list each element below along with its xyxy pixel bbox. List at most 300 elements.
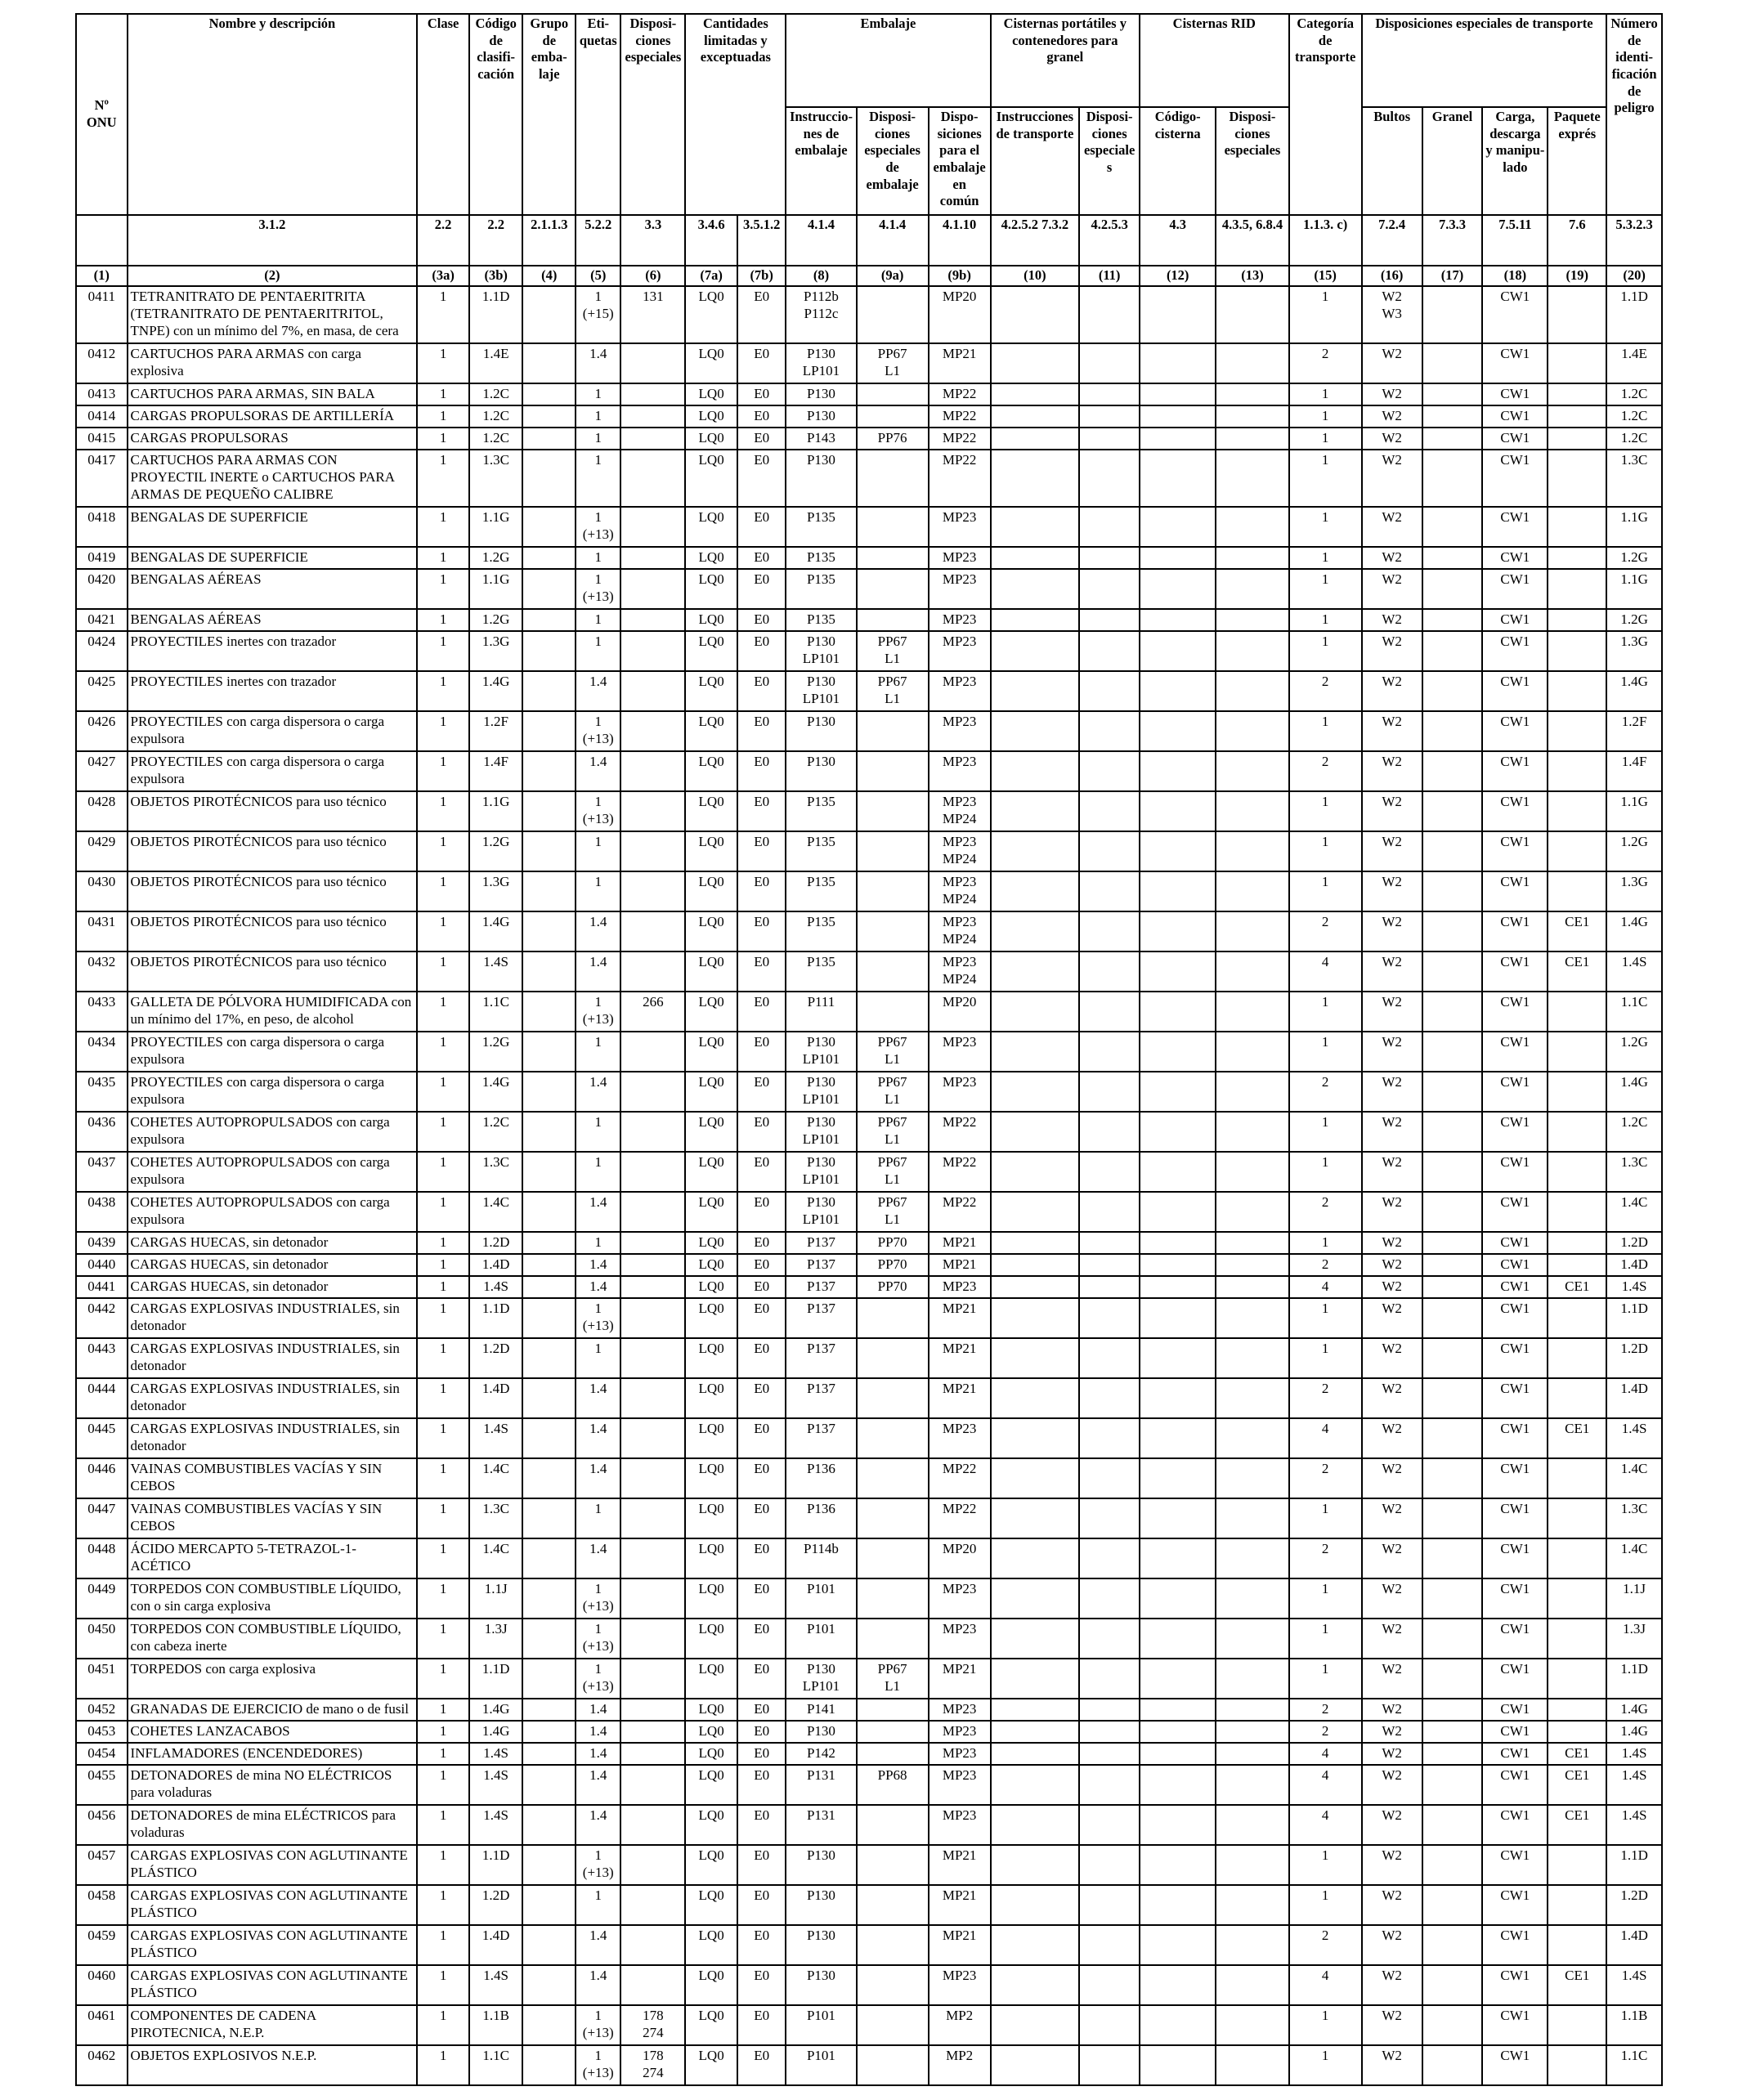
cell-disp-esp-rid: [1216, 871, 1288, 911]
cell-numero-peligro: 1.1C: [1606, 2045, 1662, 2085]
cell-name: BENGALAS DE SUPERFICIE: [128, 547, 418, 569]
cell-etiquetas: 1.4: [576, 1805, 620, 1845]
cell-codigo: 1.4D: [469, 1925, 523, 1965]
cell-instr-transporte: [991, 631, 1080, 671]
cell-disp-especiales: [620, 671, 685, 711]
cell-instr-embalaje: P142: [786, 1743, 856, 1765]
cell-carga: CW1: [1482, 1925, 1548, 1965]
cell-paquete: [1548, 1699, 1606, 1721]
cell-lq: LQ0: [685, 1032, 737, 1072]
cell-categoria: 2: [1289, 1192, 1362, 1232]
cell-onu: 0429: [76, 831, 128, 871]
cell-codigo-cisterna: [1140, 1418, 1216, 1458]
cell-lq: LQ0: [685, 751, 737, 791]
cell-name: BENGALAS AÉREAS: [128, 609, 418, 631]
cell-numero-peligro: 1.2G: [1606, 609, 1662, 631]
cell-codigo-cisterna: [1140, 751, 1216, 791]
cell-grupo: [522, 1418, 576, 1458]
cell-bultos: W2: [1362, 951, 1422, 992]
cell-disp-esp-portatiles: [1079, 1743, 1140, 1765]
cell-line: PP67: [877, 1073, 907, 1090]
cell-instr-transporte: [991, 1721, 1080, 1743]
cell-etiquetas: 1 (+15): [576, 286, 620, 343]
cell-disp-especiales: [620, 428, 685, 450]
cell-codigo-cisterna: [1140, 911, 1216, 951]
column-number-cell: (13): [1216, 266, 1288, 286]
cell-instr-transporte: [991, 1152, 1080, 1192]
cell-granel: [1422, 831, 1483, 871]
cell-lq: LQ0: [685, 1578, 737, 1619]
cell-eq: E0: [737, 951, 786, 992]
cell-codigo-cisterna: [1140, 428, 1216, 450]
cell-name: ÁCIDO MERCAPTO 5-TETRAZOL-1-ACÉTICO: [128, 1538, 418, 1578]
cell-onu: 0439: [76, 1232, 128, 1254]
cell-embalaje-comun: MP23: [929, 631, 991, 671]
cell-numero-peligro: 1.4S: [1606, 1765, 1662, 1805]
cell-bultos: W2: [1362, 1743, 1422, 1765]
cell-instr-transporte: [991, 1538, 1080, 1578]
header-codigo: Código de clasifi-cación: [469, 14, 523, 215]
cell-instr-embalaje: P136: [786, 1498, 856, 1538]
cell-etiquetas: 1.4: [576, 1276, 620, 1298]
cell-name: CARGAS EXPLOSIVAS CON AGLUTINANTE PLÁSTICO: [128, 1845, 418, 1885]
cell-onu: 0451: [76, 1659, 128, 1699]
cell-grupo: [522, 609, 576, 631]
cell-embalaje-comun: MP23: [929, 1578, 991, 1619]
cell-disp-esp-portatiles: [1079, 1925, 1140, 1965]
cell-instr-embalaje: P111: [786, 992, 856, 1032]
cell-disp-esp-rid: [1216, 547, 1288, 569]
cell-grupo: [522, 1845, 576, 1885]
cell-line: PP67: [877, 1193, 907, 1210]
cell-clase: 1: [417, 1276, 469, 1298]
cell-codigo: 1.4S: [469, 951, 523, 992]
cell-codigo: 1.4S: [469, 1418, 523, 1458]
cell-grupo: [522, 450, 576, 507]
cell-name: CARGAS PROPULSORAS DE ARTILLERÍA: [128, 405, 418, 428]
cell-codigo: 1.4C: [469, 1538, 523, 1578]
cell-etiquetas: 1 (+13): [576, 1845, 620, 1885]
cell-bultos: W2: [1362, 1659, 1422, 1699]
cell-paquete: [1548, 1192, 1606, 1232]
cell-paquete: [1548, 343, 1606, 383]
cell-lq: LQ0: [685, 2045, 737, 2085]
cell-embalaje-comun: MP22: [929, 1192, 991, 1232]
cell-bultos: W2: [1362, 711, 1422, 751]
cell-bultos: W2: [1362, 992, 1422, 1032]
cell-disp-especiales: [620, 711, 685, 751]
reference-cell: 4.1.4: [857, 215, 929, 266]
table-row: [76, 1458, 1662, 1498]
cell-line: L1: [885, 690, 901, 706]
cell-onu: 0417: [76, 450, 128, 507]
cell-clase: 1: [417, 1112, 469, 1152]
reference-cell: 1.1.3. c): [1289, 215, 1362, 266]
cell-onu: 0455: [76, 1765, 128, 1805]
cell-paquete: [1548, 871, 1606, 911]
cell-disp-esp-rid: [1216, 286, 1288, 343]
header-numero-peligro: Número de identi-ficación de peligro: [1606, 14, 1662, 215]
cell-eq: E0: [737, 1845, 786, 1885]
cell-disp-esp-portatiles: [1079, 1659, 1140, 1699]
cell-instr-transporte: [991, 609, 1080, 631]
cell-carga: CW1: [1482, 1112, 1548, 1152]
cell-carga: CW1: [1482, 1458, 1548, 1498]
cell-carga: CW1: [1482, 671, 1548, 711]
table-row: [76, 1578, 1662, 1619]
column-number-cell: (15): [1289, 266, 1362, 286]
cell-instr-embalaje: P135: [786, 871, 856, 911]
cell-disp-esp-rid: [1216, 1458, 1288, 1498]
cell-disp-esp-embalaje: [857, 1538, 929, 1578]
cell-line: MP23: [942, 793, 977, 809]
cell-lq: LQ0: [685, 1254, 737, 1276]
cell-codigo: 1.2F: [469, 711, 523, 751]
reference-cell: 3.3: [620, 215, 685, 266]
cell-disp-esp-embalaje: PP70: [857, 1254, 929, 1276]
cell-disp-esp-portatiles: [1079, 1152, 1140, 1192]
cell-granel: [1422, 2005, 1483, 2045]
cell-name: CARGAS EXPLOSIVAS INDUSTRIALES, sin detonador: [128, 1378, 418, 1418]
cell-paquete: CE1: [1548, 1765, 1606, 1805]
cell-categoria: 1: [1289, 1298, 1362, 1338]
cell-eq: E0: [737, 992, 786, 1032]
cell-clase: 1: [417, 1232, 469, 1254]
cell-instr-transporte: [991, 1619, 1080, 1659]
cell-disp-esp-portatiles: [1079, 671, 1140, 711]
cell-bultos: W2: [1362, 1192, 1422, 1232]
cell-categoria: 1: [1289, 1032, 1362, 1072]
cell-name: CARGAS EXPLOSIVAS INDUSTRIALES, sin detonador: [128, 1338, 418, 1378]
cell-onu: 0445: [76, 1418, 128, 1458]
cell-name: COHETES AUTOPROPULSADOS con carga expulsora: [128, 1192, 418, 1232]
cell-disp-esp-rid: [1216, 428, 1288, 450]
cell-grupo: [522, 1254, 576, 1276]
cell-eq: E0: [737, 791, 786, 831]
cell-carga: CW1: [1482, 631, 1548, 671]
header-grupo: Grupo de emba-laje: [522, 14, 576, 215]
cell-numero-peligro: 1.4S: [1606, 1743, 1662, 1765]
cell-codigo: 1.1D: [469, 286, 523, 343]
cell-grupo: [522, 671, 576, 711]
cell-eq: E0: [737, 1721, 786, 1743]
cell-disp-especiales: [620, 1338, 685, 1378]
cell-instr-transporte: [991, 1743, 1080, 1765]
cell-numero-peligro: 1.1J: [1606, 1578, 1662, 1619]
cell-line: L1: [885, 1171, 901, 1187]
cell-clase: 1: [417, 1338, 469, 1378]
cell-carga: CW1: [1482, 1885, 1548, 1925]
cell-onu: 0448: [76, 1538, 128, 1578]
cell-name: CARGAS HUECAS, sin detonador: [128, 1232, 418, 1254]
cell-disp-esp-portatiles: [1079, 2045, 1140, 2085]
cell-bultos: W2: [1362, 831, 1422, 871]
cell-bultos: W2: [1362, 791, 1422, 831]
cell-codigo: 1.1G: [469, 569, 523, 609]
cell-codigo-cisterna: [1140, 450, 1216, 507]
cell-disp-esp-rid: [1216, 1498, 1288, 1538]
cell-disp-esp-embalaje: [857, 951, 929, 992]
cell-disp-esp-embalaje: [857, 1659, 929, 1699]
cell-codigo: 1.3C: [469, 1498, 523, 1538]
cell-embalaje-comun: MP23: [929, 1619, 991, 1659]
cell-eq: E0: [737, 1192, 786, 1232]
cell-embalaje-comun: MP23: [929, 1721, 991, 1743]
cell-codigo-cisterna: [1140, 1232, 1216, 1254]
cell-disp-esp-embalaje: [857, 1298, 929, 1338]
cell-codigo: 1.4G: [469, 1072, 523, 1112]
cell-line: MP23: [942, 833, 977, 849]
cell-paquete: CE1: [1548, 1965, 1606, 2005]
table-row: [76, 609, 1662, 631]
cell-name: CARGAS HUECAS, sin detonador: [128, 1254, 418, 1276]
cell-disp-esp-portatiles: [1079, 831, 1140, 871]
cell-codigo: 1.4S: [469, 1276, 523, 1298]
table-row: [76, 1925, 1662, 1965]
cell-carga: CW1: [1482, 1578, 1548, 1619]
cell-disp-esp-portatiles: [1079, 609, 1140, 631]
cell-line: P130: [806, 1113, 835, 1130]
cell-onu: 0441: [76, 1276, 128, 1298]
cell-codigo-cisterna: [1140, 569, 1216, 609]
cell-clase: 1: [417, 1298, 469, 1338]
cell-embalaje-comun: [929, 871, 991, 911]
cell-embalaje-comun: MP23: [929, 711, 991, 751]
cell-granel: [1422, 1765, 1483, 1805]
cell-grupo: [522, 1538, 576, 1578]
cell-numero-peligro: 1.3G: [1606, 631, 1662, 671]
column-number-cell: (3a): [417, 266, 469, 286]
cell-line: PP67: [877, 1113, 907, 1130]
cell-instr-embalaje: P131: [786, 1805, 856, 1845]
cell-eq: E0: [737, 609, 786, 631]
header-paquete: Paquete exprés: [1548, 107, 1606, 215]
cell-disp-esp-rid: [1216, 671, 1288, 711]
cell-onu: 0425: [76, 671, 128, 711]
cell-codigo-cisterna: [1140, 286, 1216, 343]
cell-disp-esp-portatiles: [1079, 507, 1140, 547]
cell-disp-especiales: [620, 1192, 685, 1232]
cell-grupo: [522, 1378, 576, 1418]
cell-instr-embalaje: P101: [786, 1619, 856, 1659]
cell-eq: E0: [737, 1659, 786, 1699]
cell-granel: [1422, 1498, 1483, 1538]
cell-categoria: 1: [1289, 428, 1362, 450]
cell-grupo: [522, 1619, 576, 1659]
cell-embalaje-comun: MP22: [929, 1458, 991, 1498]
reference-cell: 3.5.1.2: [737, 215, 786, 266]
cell-etiquetas: 1.4: [576, 951, 620, 992]
cell-categoria: 1: [1289, 1338, 1362, 1378]
cell-granel: [1422, 1338, 1483, 1378]
cell-granel: [1422, 286, 1483, 343]
cell-disp-esp-rid: [1216, 711, 1288, 751]
cell-disp-esp-rid: [1216, 1699, 1288, 1721]
cell-onu: 0424: [76, 631, 128, 671]
cell-codigo-cisterna: [1140, 405, 1216, 428]
cell-lq: LQ0: [685, 1619, 737, 1659]
cell-line: P130: [806, 1073, 835, 1090]
cell-bultos: W2: [1362, 1298, 1422, 1338]
cell-bultos: W2: [1362, 1378, 1422, 1418]
cell-disp-esp-rid: [1216, 1805, 1288, 1845]
cell-carga: CW1: [1482, 1659, 1548, 1699]
cell-codigo-cisterna: [1140, 1765, 1216, 1805]
cell-codigo-cisterna: [1140, 1254, 1216, 1276]
header-disp-esp-rid: Disposi-ciones especiales: [1216, 107, 1288, 215]
cell-embalaje-comun: MP23: [929, 1418, 991, 1458]
cell-paquete: [1548, 1659, 1606, 1699]
cell-instr-transporte: [991, 831, 1080, 871]
cell-categoria: 1: [1289, 2045, 1362, 2085]
cell-disp-esp-embalaje: [857, 791, 929, 831]
cell-lq: LQ0: [685, 631, 737, 671]
cell-eq: E0: [737, 1072, 786, 1112]
cell-line: PP67: [877, 1033, 907, 1050]
cell-codigo-cisterna: [1140, 1659, 1216, 1699]
cell-instr-embalaje: P130: [786, 1845, 856, 1885]
cell-disp-esp-portatiles: [1079, 1338, 1140, 1378]
cell-disp-esp-portatiles: [1079, 1072, 1140, 1112]
cell-disp-esp-rid: [1216, 1032, 1288, 1072]
column-number-cell: (9b): [929, 266, 991, 286]
cell-disp-especiales: [620, 405, 685, 428]
cell-bultos: W2: [1362, 569, 1422, 609]
cell-granel: [1422, 671, 1483, 711]
cell-name: OBJETOS PIROTÉCNICOS para uso técnico: [128, 911, 418, 951]
cell-line: MP23: [942, 913, 977, 929]
cell-name: COHETES LANZACABOS: [128, 1721, 418, 1743]
cell-lq: LQ0: [685, 1538, 737, 1578]
cell-numero-peligro: 1.2C: [1606, 428, 1662, 450]
cell-bultos: W2: [1362, 1112, 1422, 1152]
cell-categoria: 1: [1289, 286, 1362, 343]
cell-carga: CW1: [1482, 507, 1548, 547]
cell-categoria: 2: [1289, 1925, 1362, 1965]
cell-disp-esp-rid: [1216, 1152, 1288, 1192]
cell-etiquetas: 1: [576, 383, 620, 405]
cell-clase: 1: [417, 951, 469, 992]
cell-line: MP23: [942, 873, 977, 889]
cell-disp-esp-rid: [1216, 450, 1288, 507]
cell-etiquetas: 1: [576, 1498, 620, 1538]
cell-lq: LQ0: [685, 1072, 737, 1112]
table-row: [76, 831, 1662, 871]
cell-disp-esp-portatiles: [1079, 751, 1140, 791]
cell-clase: 1: [417, 450, 469, 507]
cell-lq: LQ0: [685, 1152, 737, 1192]
cell-granel: [1422, 631, 1483, 671]
cell-numero-peligro: 1.3G: [1606, 871, 1662, 911]
column-number-cell: (11): [1079, 266, 1140, 286]
cell-instr-embalaje: P101: [786, 1578, 856, 1619]
cell-codigo: 1.2G: [469, 609, 523, 631]
cell-paquete: [1548, 631, 1606, 671]
cell-disp-especiales: [620, 1885, 685, 1925]
header-clase: Clase: [417, 14, 469, 215]
reference-cell: 4.3.5, 6.8.4: [1216, 215, 1288, 266]
cell-embalaje-comun: MP20: [929, 1538, 991, 1578]
cell-lq: LQ0: [685, 1232, 737, 1254]
cell-grupo: [522, 1699, 576, 1721]
cell-instr-embalaje: [786, 343, 856, 383]
cell-clase: 1: [417, 631, 469, 671]
cell-lq: LQ0: [685, 911, 737, 951]
cell-disp-esp-rid: [1216, 1721, 1288, 1743]
cell-grupo: [522, 2005, 576, 2045]
cell-eq: E0: [737, 1498, 786, 1538]
column-number-cell: (16): [1362, 266, 1422, 286]
cell-lq: LQ0: [685, 1659, 737, 1699]
cell-instr-transporte: [991, 791, 1080, 831]
cell-disp-esp-rid: [1216, 1925, 1288, 1965]
cell-etiquetas: 1.4: [576, 671, 620, 711]
cell-etiquetas: 1 (+13): [576, 569, 620, 609]
cell-clase: 1: [417, 1032, 469, 1072]
cell-paquete: CE1: [1548, 951, 1606, 992]
cell-embalaje-comun: MP2: [929, 2005, 991, 2045]
table-row: [76, 507, 1662, 547]
cell-numero-peligro: 1.4D: [1606, 1378, 1662, 1418]
cell-paquete: [1548, 1721, 1606, 1743]
cell-disp-esp-rid: [1216, 1743, 1288, 1765]
cell-disp-esp-portatiles: [1079, 1965, 1140, 2005]
cell-clase: 1: [417, 1152, 469, 1192]
header-disp-esp-portatiles: Disposi-ciones especiales: [1079, 107, 1140, 215]
cell-etiquetas: 1: [576, 547, 620, 569]
cell-eq: E0: [737, 1925, 786, 1965]
cell-lq: LQ0: [685, 1276, 737, 1298]
cell-disp-esp-portatiles: [1079, 343, 1140, 383]
reference-cell: 2.1.1.3: [522, 215, 576, 266]
cell-disp-esp-embalaje: [857, 2005, 929, 2045]
cell-carga: CW1: [1482, 1845, 1548, 1885]
cell-etiquetas: 1: [576, 871, 620, 911]
cell-disp-esp-embalaje: [857, 831, 929, 871]
cell-codigo-cisterna: [1140, 1845, 1216, 1885]
cell-paquete: [1548, 1619, 1606, 1659]
cell-disp-esp-rid: [1216, 751, 1288, 791]
cell-codigo: 1.1D: [469, 1845, 523, 1885]
cell-line: L1: [885, 1211, 901, 1227]
cell-grupo: [522, 383, 576, 405]
header-disp-esp-embalaje: Disposi-ciones especiales de embalaje: [857, 107, 929, 215]
cell-bultos: W2: [1362, 507, 1422, 547]
cell-disp-esp-embalaje: [857, 1338, 929, 1378]
cell-embalaje-comun: MP21: [929, 1659, 991, 1699]
cell-line: W3: [1382, 305, 1402, 321]
cell-disp-esp-portatiles: [1079, 1619, 1140, 1659]
cell-eq: E0: [737, 1743, 786, 1765]
table-row: [76, 286, 1662, 343]
cell-carga: CW1: [1482, 383, 1548, 405]
cell-codigo: 1.2C: [469, 405, 523, 428]
cell-categoria: 2: [1289, 1458, 1362, 1498]
reference-cell: 4.1.10: [929, 215, 991, 266]
cell-eq: E0: [737, 1885, 786, 1925]
cell-clase: 1: [417, 428, 469, 450]
cell-name: TORPEDOS con carga explosiva: [128, 1659, 418, 1699]
cell-instr-transporte: [991, 1232, 1080, 1254]
cell-eq: E0: [737, 751, 786, 791]
cell-grupo: [522, 1765, 576, 1805]
cell-embalaje-comun: MP23: [929, 609, 991, 631]
cell-name: OBJETOS PIROTÉCNICOS para uso técnico: [128, 791, 418, 831]
cell-clase: 1: [417, 1538, 469, 1578]
cell-embalaje-comun: MP22: [929, 383, 991, 405]
cell-disp-esp-rid: [1216, 1192, 1288, 1232]
cell-lq: LQ0: [685, 1965, 737, 2005]
